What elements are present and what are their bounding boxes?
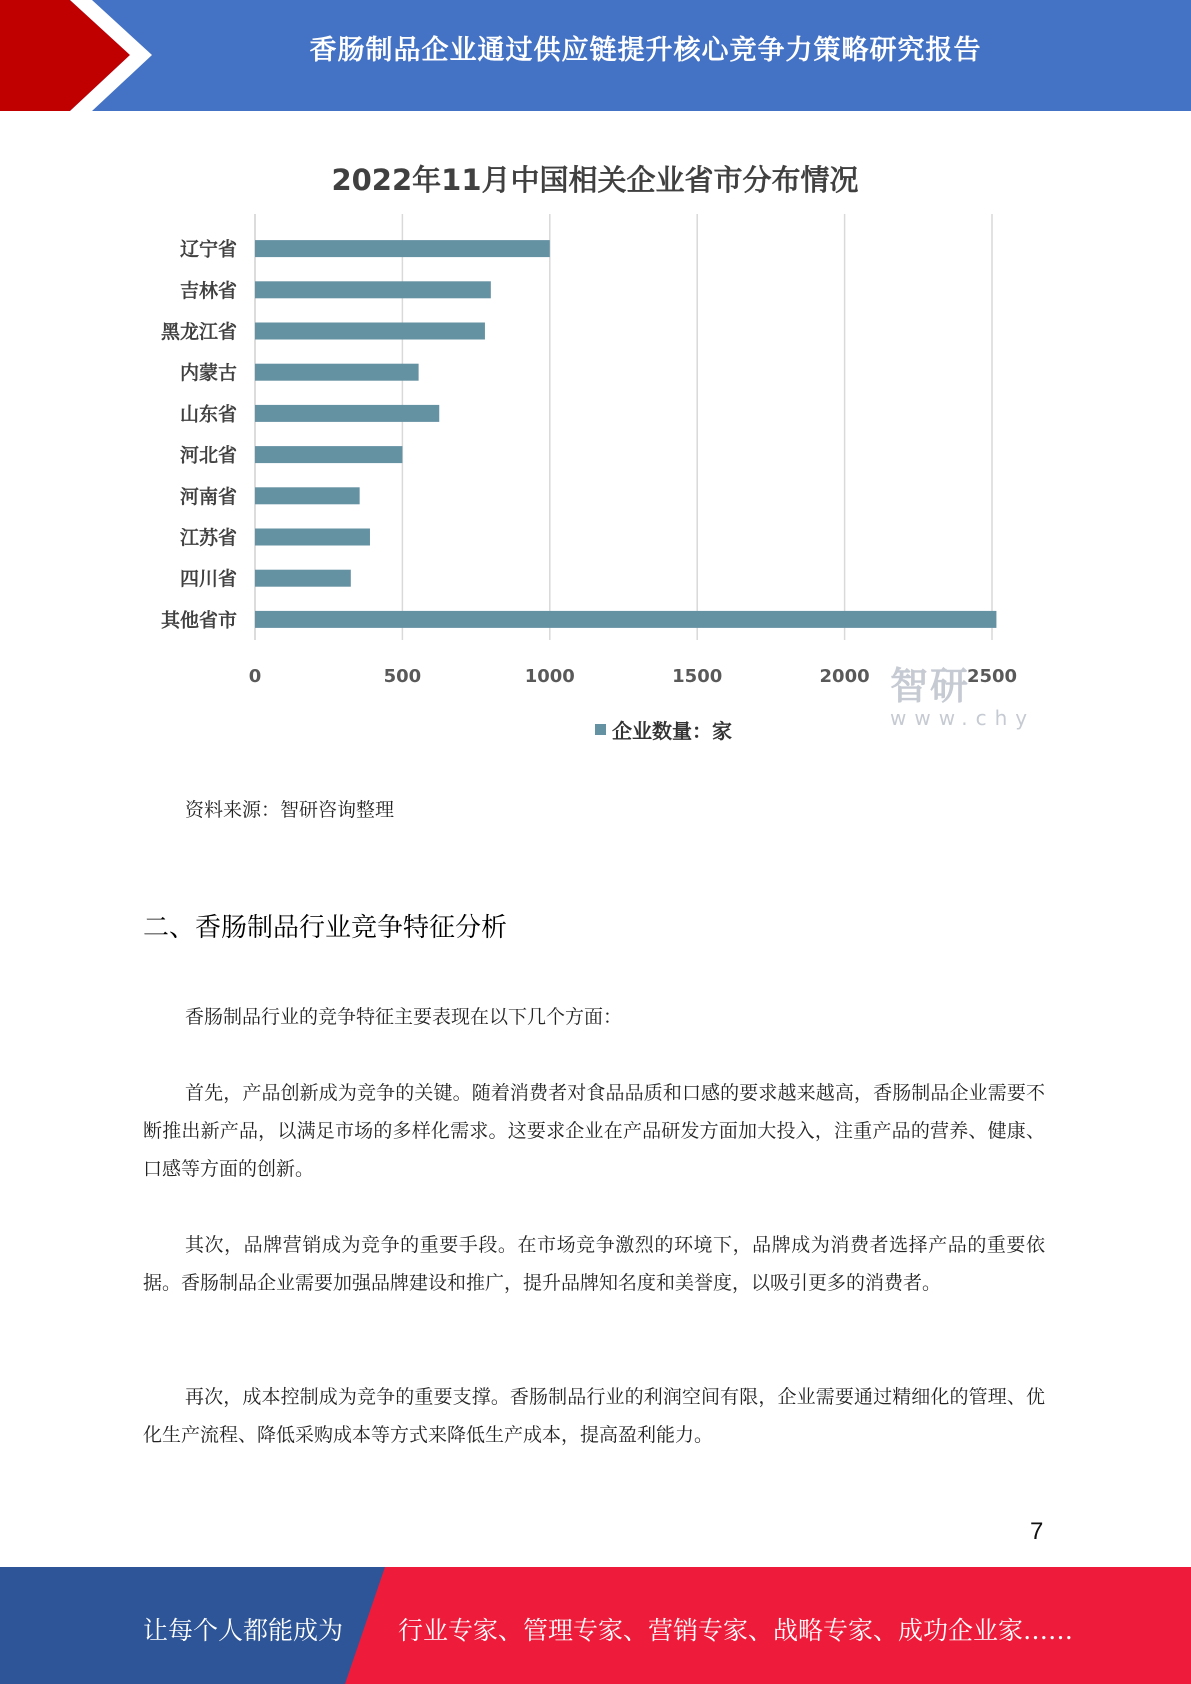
paragraph-intro: 香肠制品行业的竞争特征主要表现在以下几个方面： [185, 1006, 623, 1028]
x-tick-label: 2500 [966, 666, 1018, 687]
x-tick-label: 1500 [672, 666, 723, 687]
category-label: 山东省 [179, 403, 237, 426]
category-label: 辽宁省 [179, 238, 237, 261]
x-tick-label: 500 [383, 666, 422, 687]
x-tick-label: 0 [248, 666, 262, 687]
footer-slogan-left: 让每个人都能成为 [143, 1616, 344, 1645]
chart-legend [595, 715, 732, 744]
bar [255, 405, 439, 422]
bar [255, 364, 419, 381]
chart-svg [145, 140, 1045, 740]
page-header [0, 0, 1191, 111]
paragraph-cost: 再次，成本控制成为竞争的重要支撑。香肠制品行业的利润空间有限，企业需要通过精细化的管理、优化生产流程、降低采购成本等方式来降低生产成本，提高盈利能力。 [143, 1386, 1045, 1446]
page-number: 7 [1030, 1518, 1044, 1545]
footer-slogan-right: 行业专家、管理专家、营销专家、战略专家、成功企业家…… [398, 1616, 1074, 1645]
chart-title: 2022年11月中国相关企业省市分布情况 [331, 163, 859, 197]
category-label: 河北省 [179, 444, 237, 467]
paragraph-branding: 其次，品牌营销成为竞争的重要手段。在市场竞争激烈的环境下，品牌成为消费者选择产品的重要依据。香肠制品企业需要加强品牌建设和推广，提升品牌知名度和美誉度，以吸引更多的消费者。 [143, 1234, 1045, 1294]
bar [255, 281, 491, 298]
legend-label: 企业数量：家 [612, 719, 732, 743]
watermark-logo: 智研 [890, 664, 971, 708]
bar [255, 529, 370, 546]
report-title: 香肠制品企业通过供应链提升核心竞争力策略研究报告 [309, 35, 982, 66]
bar [255, 240, 550, 257]
bar [255, 446, 402, 463]
chart-watermark [890, 655, 1035, 730]
bar [255, 611, 996, 628]
category-label: 吉林省 [179, 279, 237, 302]
bar [255, 323, 485, 340]
category-label: 四川省 [179, 568, 237, 591]
section-heading: 二、香肠制品行业竞争特征分析 [143, 913, 508, 943]
source-note: 资料来源：智研咨询整理 [185, 799, 395, 821]
header-chevron-decoration [0, 0, 160, 111]
bar-chart [145, 140, 1045, 743]
bar [255, 487, 360, 504]
category-label: 内蒙古 [179, 362, 237, 385]
x-tick-label: 2000 [819, 666, 870, 687]
category-label: 其他省市 [160, 609, 237, 632]
watermark-url: www.chy [890, 706, 1036, 730]
paragraph-innovation: 首先，产品创新成为竞争的关键。随着消费者对食品品质和口感的要求越来越高，香肠制品企业需要不断推出新产品，以满足市场的多样化需求。这要求企业在产品研发方面加大投入，注重产品的营养、健康、口感等方面的创新。 [143, 1082, 1045, 1180]
page-footer [0, 1567, 1191, 1684]
category-label: 黑龙江省 [160, 321, 237, 343]
bar [255, 570, 351, 587]
category-label: 河南省 [179, 485, 237, 508]
x-tick-label: 1000 [524, 666, 575, 687]
legend-swatch [595, 724, 606, 735]
category-label: 江苏省 [179, 527, 237, 549]
